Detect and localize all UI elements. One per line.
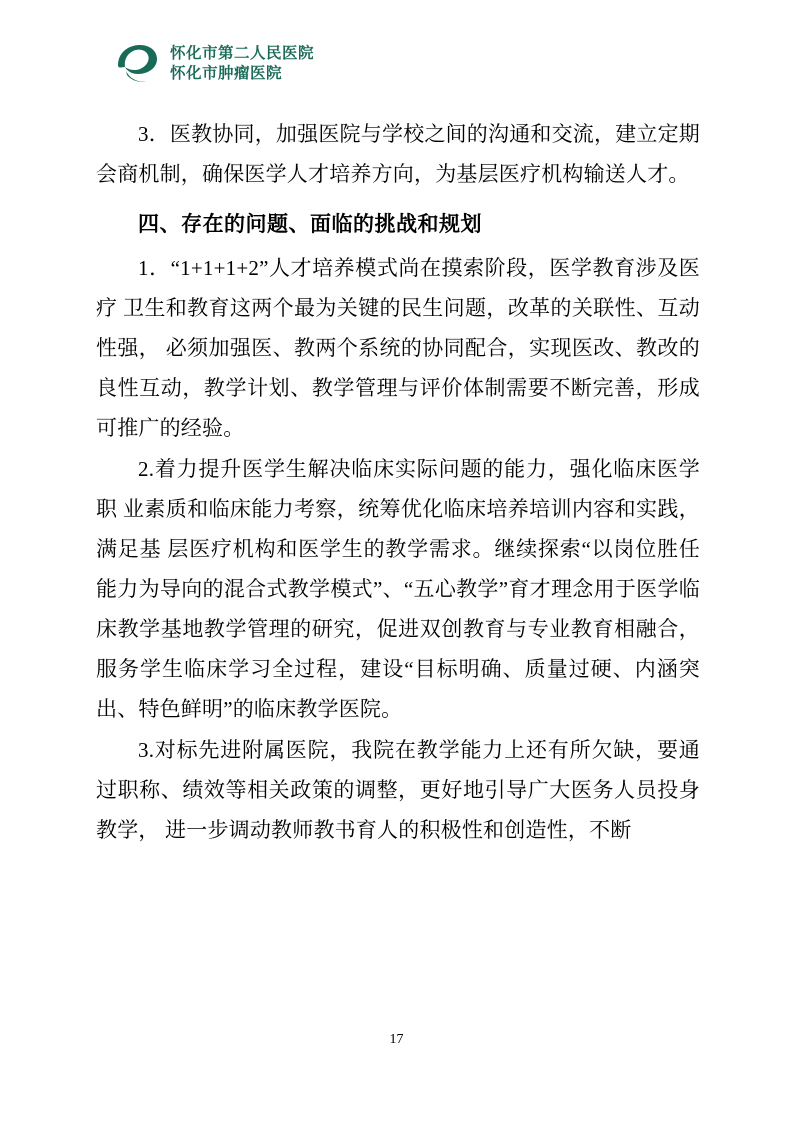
hospital-leaf-logo-icon xyxy=(114,41,160,87)
paragraph-talent-model: 1．“1+1+1+2”人才培养模式尚在摸索阶段，医学教育涉及医疗 卫生和教育这两个最为关键的民生问题，改革的关联性、互动性强， 必须加强医、教两个系统的协同配合，实现医改、教改的良性互动，教学计划、教学管理与评价体制需要不断完善，形成可推广的经验。 xyxy=(96,256,700,440)
section-heading-four: 四、存在的问题、面临的挑战和规划 xyxy=(138,212,482,236)
hospital-name-line-1: 怀化市第二人民医院 xyxy=(170,44,315,63)
letterhead xyxy=(114,36,700,92)
hospital-name-line-2: 怀化市肿瘤医院 xyxy=(170,64,283,82)
paragraph-benchmark-hospital: 3.对标先进附属医院，我院在教学能力上还有所欠缺，要通过职称、绩效等相关政策的调整，更好地引导广大医务人员投身教学， 进一步调动教师教书育人的积极性和创造性，不断 xyxy=(96,738,700,842)
document-body xyxy=(96,114,700,850)
letterhead-text xyxy=(170,45,314,83)
paragraph-clinical-ability: 2.着力提升医学生解决临床实际问题的能力，强化临床医学职 业素质和临床能力考察，统筹优化临床培养培训内容和实践，满足基 层医疗机构和医学生的教学需求。继续探索“以岗位胜任能力为导向的混合式教学模式”、“五心教学”育才理念用于医学临床教学基地教学管理的研究，促进双创教育与专业教育相融合，服务学生临床学习全过程，建设“目标明确、质量过硬、内涵突出、特色鲜明”的临床教学医院。 xyxy=(96,457,700,721)
page-content xyxy=(96,36,700,851)
page-number: 17 xyxy=(389,1032,404,1047)
paragraph-medical-education: 3．医教协同，加强医院与学校之间的沟通和交流，建立定期会商机制，确保医学人才培养方向，为基层医疗机构输送人才。 xyxy=(96,122,700,186)
